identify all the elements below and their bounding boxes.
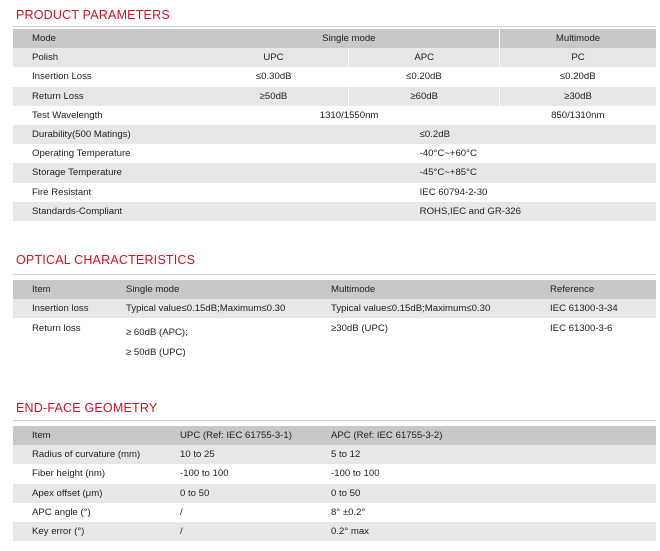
cell-single-mode: 1310/1550nm <box>319 109 379 121</box>
row-label: Insertion Loss <box>32 71 92 83</box>
cell-multimode: Typical value≤0.15dB;Maximum≤0.30 <box>331 299 550 318</box>
row-label: Fire Resistant <box>32 186 92 198</box>
cell-apc: ≤0.20dB <box>406 71 442 83</box>
end-face-geometry-table <box>13 426 656 541</box>
table-row <box>13 484 656 503</box>
cell-upc: ≤0.30dB <box>255 71 292 83</box>
cell-pc: ≥30dB <box>500 87 656 106</box>
cell-line: ≥ 50dB (UPC) <box>126 346 186 358</box>
row-label: Test Wavelength <box>32 109 103 121</box>
cell-item: Apex offset (μm) <box>13 484 180 503</box>
table-row <box>13 445 656 464</box>
header-single-mode: Single mode <box>199 29 500 48</box>
cell-multimode: 850/1310nm <box>551 109 605 121</box>
row-label: Storage Temperature <box>13 163 199 182</box>
table-header-row <box>13 29 656 48</box>
cell-upc: 0 to 50 <box>180 484 331 503</box>
row-label: Durability(500 Matings) <box>13 125 199 144</box>
table-row <box>13 183 656 202</box>
cell-reference: IEC 61300-3-6 <box>550 323 613 334</box>
cell-upc: ≥50dB <box>199 87 349 106</box>
cell-apc: ≥60dB <box>349 87 499 106</box>
cell-upc: / <box>180 506 183 518</box>
product-parameters-title: PRODUCT PARAMETERS <box>16 8 170 22</box>
header-item: Item <box>13 280 126 299</box>
header-apc: APC (Ref: IEC 61755-3-2) <box>331 426 656 445</box>
cell-apc: 8° ±0.2° <box>331 506 366 518</box>
cell-pc: ≤0.20dB <box>559 71 596 83</box>
table-row <box>13 48 656 67</box>
end-face-geometry-title: END-FACE GEOMETRY <box>16 401 158 415</box>
product-parameters-table <box>13 29 656 221</box>
header-multimode: Multimode <box>331 280 550 299</box>
cell-apc: 0 to 50 <box>331 484 656 503</box>
cell-value: -45°C~+85°C <box>199 163 656 182</box>
cell-multimode: ≥30dB (UPC) <box>331 323 388 334</box>
cell-upc: 10 to 25 <box>180 445 331 464</box>
cell-value: ROHS,IEC and GR-326 <box>199 202 656 221</box>
header-mode: Mode <box>13 29 199 48</box>
table-row <box>13 299 656 318</box>
table-row <box>13 464 656 483</box>
header-upc: UPC (Ref: IEC 61755-3-1) <box>180 426 331 445</box>
cell-value: -40°C~+60°C <box>419 148 477 160</box>
cell-apc: -100 to 100 <box>331 468 380 480</box>
section-divider <box>13 274 656 275</box>
cell-item: Fiber height (nm) <box>32 468 106 480</box>
cell-item: Return loss <box>32 323 81 334</box>
cell-upc: UPC <box>199 48 349 67</box>
optical-characteristics-table <box>13 280 656 362</box>
cell-item: APC angle (°) <box>32 506 91 518</box>
section-divider <box>13 26 656 27</box>
cell-upc: -100 to 100 <box>180 468 229 480</box>
cell-value: IEC 60794-2-30 <box>419 186 488 198</box>
cell-reference: IEC 61300-3-34 <box>550 299 656 318</box>
cell-upc: / <box>180 522 331 541</box>
table-header-row <box>13 280 656 299</box>
header-single-mode: Single mode <box>126 280 331 299</box>
table-row <box>13 163 656 182</box>
cell-value: ≤0.2dB <box>199 125 656 144</box>
cell-item: Key error (°) <box>13 522 180 541</box>
table-row <box>13 522 656 541</box>
cell-apc: 0.2° max <box>331 522 656 541</box>
cell-apc: APC <box>349 48 499 67</box>
table-header-row <box>13 426 656 445</box>
cell-pc: PC <box>500 48 656 67</box>
row-label: Return Loss <box>13 87 199 106</box>
header-multimode: Multimode <box>500 29 656 48</box>
optical-characteristics-title: OPTICAL CHARACTERISTICS <box>16 253 196 267</box>
row-label: Polish <box>13 48 199 67</box>
section-divider <box>13 420 656 421</box>
row-label: Standards-Compliant <box>13 202 199 221</box>
table-row <box>13 67 656 86</box>
cell-apc: 5 to 12 <box>331 445 656 464</box>
table-row <box>13 106 656 125</box>
cell-item: Insertion loss <box>13 299 126 318</box>
table-row <box>13 87 656 106</box>
cell-single-mode <box>126 318 331 362</box>
cell-single-mode: Typical value≤0.15dB;Maximum≤0.30 <box>126 299 331 318</box>
table-row <box>13 202 656 221</box>
table-row <box>13 318 656 362</box>
cell-item: Radius of curvature (mm) <box>13 445 180 464</box>
table-row <box>13 503 656 522</box>
row-label: Operating Temperature <box>32 148 131 160</box>
header-item: Item <box>13 426 180 445</box>
table-row <box>13 144 656 163</box>
header-reference: Reference <box>550 280 656 299</box>
cell-line: ≥ 60dB (APC); <box>126 327 188 338</box>
table-row <box>13 125 656 144</box>
